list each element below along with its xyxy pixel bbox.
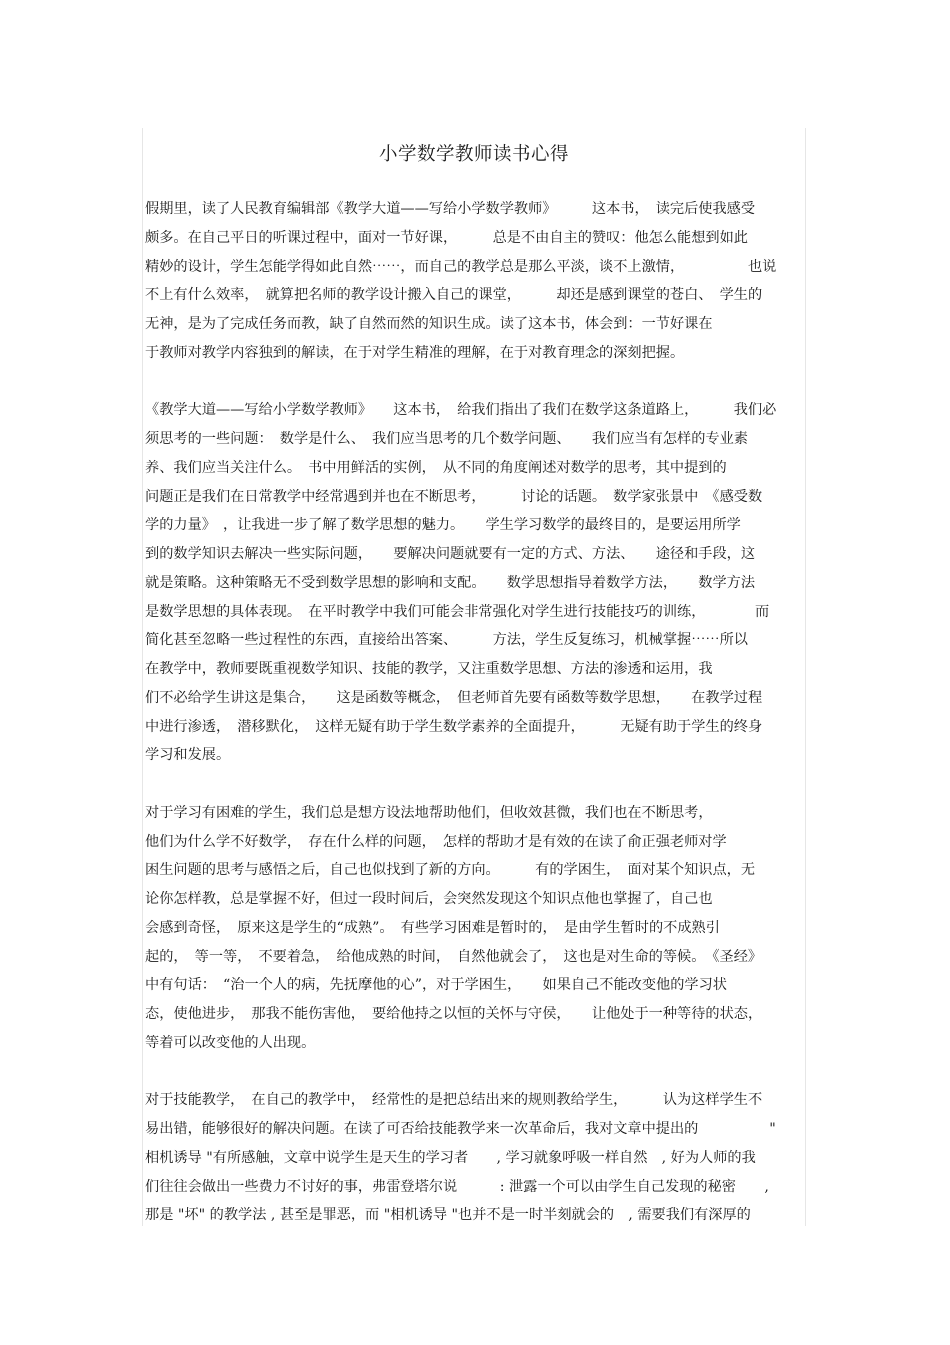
text-line: 《教学大道——写给小学数学教师》 这本书， 给我们指出了我们在数学这条道路上， 我们必 (145, 402, 777, 419)
page-edge-left (142, 128, 143, 1226)
text-line: 会感到奇怪， 原来这是学生的“成熟”。 有些学习困难是暂时的， 是由学生暂时的不成熟引 (145, 919, 720, 936)
text-line: 中有句话： “治一个人的病，先抚摩他的心”，对于学困生， 如果自己不能改变他的学习状 (145, 977, 727, 994)
text-line: 问题正是我们在日常教学中经常遇到并也在不断思考， 讨论的话题。 数学家张景中 《感受数 (145, 488, 763, 505)
text-line: 精妙的设计，学生怎能学得如此自然⋯⋯，而自己的教学总是那么平淡，谈不上激情， 也说 (145, 258, 777, 275)
text-line: 是数学思想的具体表现。 在平时教学中我们可能会非常强化对学生进行技能技巧的训练， 而 (145, 603, 770, 620)
document-title: 小学数学教师读书心得 (378, 144, 569, 165)
text-line: 态，使他进步， 那我不能伤害他， 要给他持之以恒的关怀与守侯， 让他处于一种等待的状态， (145, 1006, 763, 1022)
text-line: 简化甚至忽略一些过程性的东西，直接给出答案、 方法，学生反复练习，机械掌握⋯⋯所以 (145, 632, 748, 649)
text-line: 就是策略。这种策略无不受到数学思想的影响和支配。 数学思想指导着数学方法， 数学方法 (145, 574, 756, 591)
text-line: 他们为什么学不好数学， 存在什么样的问题， 怎样的帮助才是有效的在读了俞正强老师对学 (145, 833, 727, 850)
text-line: 相机诱导 "有所感触，文章中说学生是天生的学习者 , 学习就象呼吸一样自然 , 好为人师的我 (145, 1149, 756, 1166)
text-line: 学的力量》 ，让我进一步了解了数学思想的魅力。 学生学习数学的最终目的，是要运用所学 (145, 517, 741, 534)
paragraph-gap (145, 1058, 810, 1087)
text-line: 学习和发展。 (145, 747, 231, 764)
text-line: 在教学中，教师要既重视数学知识、技能的教学，又注重数学思想、方法的渗透和运用，我 (145, 661, 713, 677)
text-line: 们往往会做出一些费力不讨好的事，弗雷登塔尔说 : 泄露一个可以由学生自己发现的秘密 , (145, 1178, 769, 1195)
text-line: 颇多。在自己平日的听课过程中，面对一节好课， 总是不由自主的赞叹：他怎么能想到如此 (145, 229, 748, 246)
text-line: 困生问题的思考与感悟之后，自己也似找到了新的方向。 有的学困生， 面对某个知识点，无 (145, 862, 756, 879)
text-line: 须思考的一些问题： 数学是什么、 我们应当思考的几个数学问题、 我们应当有怎样的专业素 (145, 431, 748, 447)
text-line: 于教师对教学内容独到的解读，在于对学生精准的理解，在于对教育理念的深刻把握。 (145, 344, 685, 361)
text-line: 对于学习有困难的学生，我们总是想方设法地帮助他们，但收效甚微，我们也在不断思考， (145, 804, 713, 821)
text-line: 不上有什么效率， 就算把名师的教学设计搬入自己的课堂， 却还是感到课堂的苍白、 学生的 (145, 287, 763, 304)
paragraph-gap (145, 368, 810, 397)
text-line: 们不必给学生讲这是集合， 这是函数等概念， 但老师首先要有函数等数学思想， 在教学过程 (145, 689, 763, 706)
text-line: 养、我们应当关注什么。 书中用鲜活的实例， 从不同的角度阐述对数学的思考，其中提到的 (145, 459, 727, 476)
text-line: 等着可以改变他的人出现。 (145, 1034, 316, 1051)
text-line: 那是 "坏" 的教学法 , 甚至是罪恶，而 "相机诱导 "也并不是一时半刻就会的 , 需要我们有深厚的 (145, 1207, 751, 1224)
text-line: 论你怎样教，总是掌握不好，但过一段时间后，会突然发现这个知识点他也掌握了，自己也 (145, 891, 713, 907)
text-line: 到的数学知识去解决一些实际问题， 要解决问题就要有一定的方式、方法、 途径和手段，这 (145, 546, 756, 562)
text-line: 易出错，能够很好的解决问题。在读了可否给技能教学来一次革命后，我对文章中提出的 " (145, 1121, 776, 1137)
document-body (145, 195, 810, 1230)
paragraph-gap (145, 770, 810, 799)
text-line: 对于技能教学， 在自己的教学中， 经常性的是把总结出来的规则教给学生， 认为这样学生不 (145, 1092, 763, 1109)
text-line: 假期里，读了人民教育编辑部《教学大道——写给小学数学教师》 这本书， 读完后使我感受 (145, 201, 756, 217)
text-line: 无神，是为了完成任务而教，缺了自然而然的知识生成。读了这本书，体会到：一节好课在 (145, 316, 713, 332)
text-line: 起的， 等一等， 不要着急， 给他成熟的时间， 自然他就会了， 这也是对生命的等候。 《圣经》 (145, 948, 763, 965)
text-line: 中进行渗透， 潜移默化， 这样无疑有助于学生数学素养的全面提升， 无疑有助于学生的终身 (145, 718, 763, 735)
